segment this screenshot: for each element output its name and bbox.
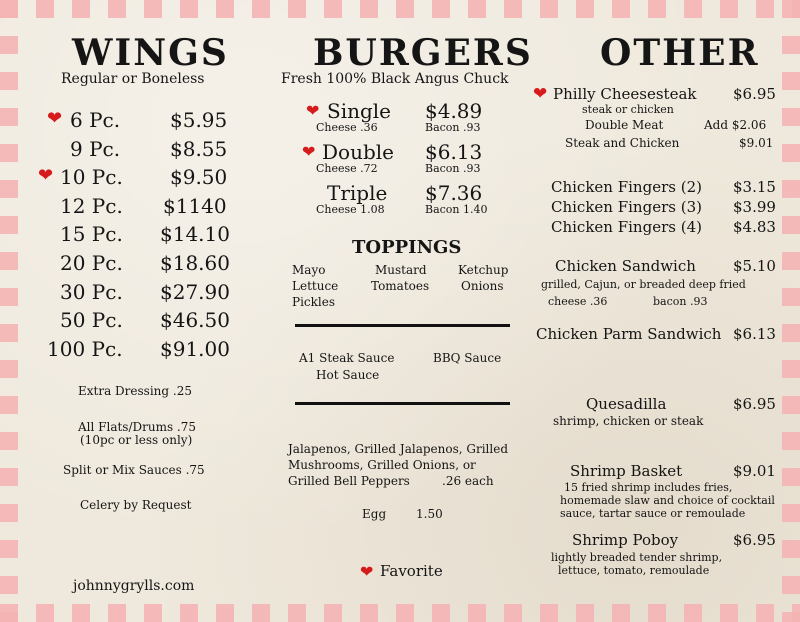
burger-name: Double <box>322 140 394 164</box>
wing-item-label: 30 Pc. <box>60 280 123 304</box>
fingers-price: $3.99 <box>733 198 776 216</box>
double-meat: Double Meat <box>585 118 664 132</box>
topping-item: Ketchup <box>458 263 509 277</box>
extras-text: Mushrooms, Grilled Onions, or <box>288 458 476 472</box>
topping-item: Lettuce <box>292 279 339 293</box>
wing-item-price: $91.00 <box>160 337 230 361</box>
flats-note: All Flats/Drums .75 <box>78 420 197 434</box>
wing-item-label: 6 Pc. <box>70 108 121 132</box>
burger-bacon: Bacon .93 <box>425 162 481 175</box>
burger-bacon: Bacon 1.40 <box>425 203 488 216</box>
shrimp-basket-name: Shrimp Basket <box>570 462 683 480</box>
checker-border-top <box>0 0 800 18</box>
burger-cheese: Cheese .72 <box>316 162 378 175</box>
burgers-subtitle: Fresh 100% Black Angus Chuck <box>281 71 509 87</box>
steak-chicken-price: $9.01 <box>739 136 774 150</box>
fingers-label: Chicken Fingers (3) <box>551 198 702 216</box>
parm-name: Chicken Parm Sandwich <box>536 325 722 343</box>
sandwich-price: $5.10 <box>733 257 776 275</box>
wing-item-label: 50 Pc. <box>60 308 123 332</box>
sandwich-desc: grilled, Cajun, or breaded deep fried <box>541 278 746 291</box>
wing-item-price: $18.60 <box>160 251 230 275</box>
wing-item-price: $14.10 <box>160 222 230 246</box>
heart-icon: ❤ <box>533 84 548 104</box>
checker-border-left <box>0 0 18 622</box>
wing-item-price: $27.90 <box>160 280 230 304</box>
wing-item-label: 12 Pc. <box>60 194 123 218</box>
burger-cheese: Cheese .36 <box>316 121 378 134</box>
favorite-legend: Favorite <box>380 562 443 580</box>
poboy-desc: lightly breaded tender shrimp, <box>551 551 723 564</box>
checker-border-bottom <box>0 604 800 622</box>
topping-item: Tomatoes <box>371 279 430 293</box>
celery-note: Celery by Request <box>80 498 192 512</box>
sandwich-name: Chicken Sandwich <box>555 257 696 275</box>
extra-dressing: Extra Dressing .25 <box>78 384 192 398</box>
wings-subtitle: Regular or Boneless <box>61 71 205 87</box>
extras-text: Jalapenos, Grilled Jalapenos, Grilled <box>288 442 509 456</box>
philly-price: $6.95 <box>733 85 776 103</box>
philly-name: Philly Cheesesteak <box>553 85 697 103</box>
heart-icon: ❤ <box>306 101 320 120</box>
shrimp-basket-desc: sauce, tartar sauce or remoulade <box>560 507 746 520</box>
sauce-item: A1 Steak Sauce <box>299 351 395 365</box>
wing-item-price: $46.50 <box>160 308 230 332</box>
fingers-price: $3.15 <box>733 178 776 196</box>
parm-price: $6.13 <box>733 325 776 343</box>
poboy-desc: lettuce, tomato, remoulade <box>558 564 710 577</box>
divider <box>295 324 510 327</box>
sauce-item: BBQ Sauce <box>433 351 502 365</box>
sandwich-cheese: cheese .36 <box>548 295 608 308</box>
topping-item: Mustard <box>375 263 427 277</box>
fingers-price: $4.83 <box>733 218 776 236</box>
extras-text: Grilled Bell Peppers <box>288 474 410 488</box>
egg-price: 1.50 <box>416 507 443 521</box>
quesadilla-price: $6.95 <box>733 395 776 413</box>
other-title: OTHER <box>600 32 760 74</box>
heart-icon: ❤ <box>47 108 63 129</box>
wing-item-label: 9 Pc. <box>70 137 121 161</box>
wing-item-label: 15 Pc. <box>60 222 123 246</box>
topping-item: Mayo <box>292 263 326 277</box>
burger-price: $7.36 <box>425 181 483 205</box>
fingers-label: Chicken Fingers (2) <box>551 178 702 196</box>
toppings-title: TOPPINGS <box>352 237 462 258</box>
flats-note-2: (10pc or less only) <box>80 433 193 447</box>
burger-name: Triple <box>327 181 388 205</box>
double-meat-price: Add $2.06 <box>704 118 767 132</box>
heart-icon: ❤ <box>360 562 374 581</box>
checker-border-right <box>782 0 800 622</box>
heart-icon: ❤ <box>302 142 316 161</box>
burger-cheese: Cheese 1.08 <box>316 203 385 216</box>
burgers-title: BURGERS <box>313 32 533 74</box>
burger-name: Single <box>327 99 392 123</box>
website: johnnygrylls.com <box>73 578 195 594</box>
topping-item: Onions <box>461 279 504 293</box>
philly-desc: steak or chicken <box>582 103 674 116</box>
poboy-price: $6.95 <box>733 531 776 549</box>
wing-item-price: $9.50 <box>170 165 228 189</box>
wing-item-label: 10 Pc. <box>60 165 123 189</box>
divider <box>295 402 510 405</box>
wing-item-price: $8.55 <box>170 137 228 161</box>
wings-title: WINGS <box>72 32 229 74</box>
sandwich-bacon: bacon .93 <box>653 295 708 308</box>
heart-icon: ❤ <box>38 165 54 186</box>
sauce-item: Hot Sauce <box>316 368 380 382</box>
wing-item-label: 100 Pc. <box>47 337 123 361</box>
wing-item-price: $1140 <box>163 194 227 218</box>
quesadilla-desc: shrimp, chicken or steak <box>553 414 704 428</box>
shrimp-basket-price: $9.01 <box>733 462 776 480</box>
wing-item-label: 20 Pc. <box>60 251 123 275</box>
shrimp-basket-desc: 15 fried shrimp includes fries, <box>564 481 733 494</box>
burger-bacon: Bacon .93 <box>425 121 481 134</box>
shrimp-basket-desc: homemade slaw and choice of cocktail <box>560 494 775 507</box>
burger-price: $6.13 <box>425 140 483 164</box>
fingers-label: Chicken Fingers (4) <box>551 218 702 236</box>
topping-item: Pickles <box>292 295 336 309</box>
steak-chicken: Steak and Chicken <box>565 136 680 150</box>
poboy-name: Shrimp Poboy <box>572 531 679 549</box>
egg-label: Egg <box>362 507 387 521</box>
wing-item-price: $5.95 <box>170 108 228 132</box>
quesadilla-name: Quesadilla <box>586 395 667 413</box>
split-mix-note: Split or Mix Sauces .75 <box>63 463 205 477</box>
burger-price: $4.89 <box>425 99 483 123</box>
extras-price: .26 each <box>442 474 494 488</box>
